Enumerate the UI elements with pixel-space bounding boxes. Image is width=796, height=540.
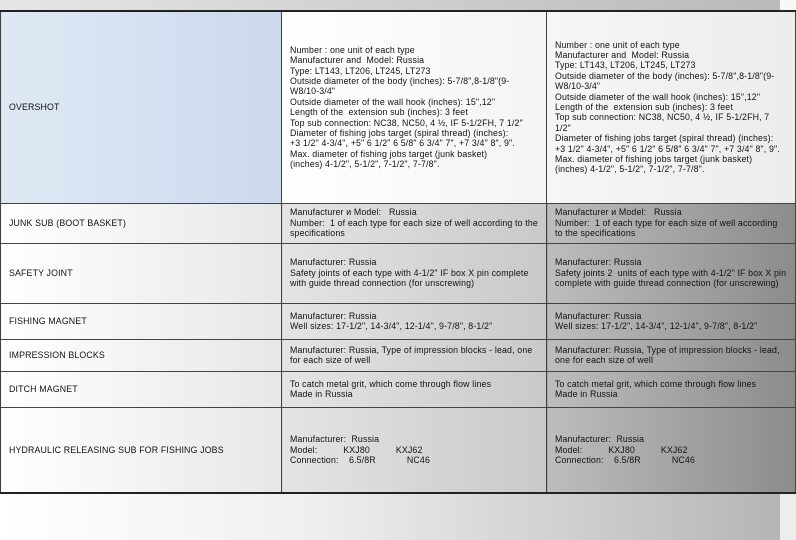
table-row-impression-blocks: [1, 339, 796, 371]
equipment-name: SAFETY JOINT: [1, 243, 282, 303]
table-row-overshot: [1, 11, 796, 203]
table-row-junk-sub: [1, 203, 796, 243]
spec-cell-primary: Manufacturer: Russia Well sizes: 17-1/2", 14-3/4", 12-1/4", 9-7/8", 8-1/2": [282, 303, 547, 339]
equipment-name: FISHING MAGNET: [1, 303, 282, 339]
spec-cell-primary: Manufacturer: Russia, Type of impression blocks - lead, one for each size of well: [282, 339, 547, 371]
top-strip: [0, 0, 780, 10]
spec-cell-secondary: Manufacturer: Russia, Type of impression blocks - lead, one for each size of well: [547, 339, 796, 371]
spec-cell-secondary: Manufacturer: Russia Safety joints 2 units of each type with 4-1/2" IF box X pin complete with guide thread connection (for unscrewing): [547, 243, 796, 303]
bottom-strip: [0, 494, 780, 540]
spec-cell-secondary: To catch metal grit, which come through flow lines Made in Russia: [547, 371, 796, 407]
equipment-name: HYDRAULIC RELEASING SUB FOR FISHING JOBS: [1, 407, 282, 493]
spec-cell-secondary: Number : one unit of each type Manufacturer and Model: Russia Type: LT143, LT206, LT245, LT273 Outside diameter of the body (inches): 5-7/8",8-1/8"(9-W8/10-3/4" Outside diameter of the wall hook (inches): 15",12" Length of the extension sub (inches): 3 feet Top sub connection: NC38, NC50, 4 ½, IF 5-1/2FH, 7 1/2" Diameter of fishing jobs target (spiral thread) (inches): +3 1/2" 4-3/4", +5" 6 1/2" 6 5/8" 6 3/4" 7", +7 3/4" 8", 9". Max. diameter of fishing jobs target (junk basket) (inches) 4-1/2", 5-1/2", 7-1/2", 7-7/8".: [547, 11, 796, 203]
spec-cell-secondary: Manufacturer: Russia Model: KXJ80 KXJ62 Connection: 6.5/8R NC46: [547, 407, 796, 493]
equipment-name: IMPRESSION BLOCKS: [1, 339, 282, 371]
equipment-name: DITCH MAGNET: [1, 371, 282, 407]
table-row-hydraulic-releasing-sub: [1, 407, 796, 493]
spec-cell-primary: To catch metal grit, which come through flow lines Made in Russia: [282, 371, 547, 407]
table-row-ditch-magnet: [1, 371, 796, 407]
spec-cell-secondary: Manufacturer: Russia Well sizes: 17-1/2", 14-3/4", 12-1/4", 9-7/8", 8-1/2": [547, 303, 796, 339]
equipment-spec-table: [0, 10, 796, 494]
equipment-name: OVERSHOT: [1, 11, 282, 203]
table-row-safety-joint: [1, 243, 796, 303]
table-row-fishing-magnet: [1, 303, 796, 339]
spec-cell-primary: Manufacturer и Model: Russia Number: 1 of each type for each size of well according to the specifications: [282, 203, 547, 243]
spec-cell-primary: Number : one unit of each type Manufacturer and Model: Russia Type: LT143, LT206, LT245, LT273 Outside diameter of the body (inches): 5-7/8",8-1/8"(9-W8/10-3/4" Outside diameter of the wall hook (inches): 15",12" Length of the extension sub (inches): 3 feet Top sub connection: NC38, NC50, 4 ½, IF 5-1/2FH, 7 1/2" Diameter of fishing jobs target (spiral thread) (inches): +3 1/2" 4-3/4", +5" 6 1/2" 6 5/8" 6 3/4" 7", +7 3/4" 8", 9". Max. diameter of fishing jobs target (junk basket) (inches) 4-1/2", 5-1/2", 7-1/2", 7-7/8".: [282, 11, 547, 203]
spec-cell-primary: Manufacturer: Russia Model: KXJ80 KXJ62 Connection: 6.5/8R NC46: [282, 407, 547, 493]
equipment-name: JUNK SUB (BOOT BASKET): [1, 203, 282, 243]
spec-cell-primary: Manufacturer: Russia Safety joints of each type with 4-1/2" IF box X pin complete with guide thread connection (for unscrewing): [282, 243, 547, 303]
spec-cell-secondary: Manufacturer и Model: Russia Number: 1 of each type for each size of well according to the specifications: [547, 203, 796, 243]
